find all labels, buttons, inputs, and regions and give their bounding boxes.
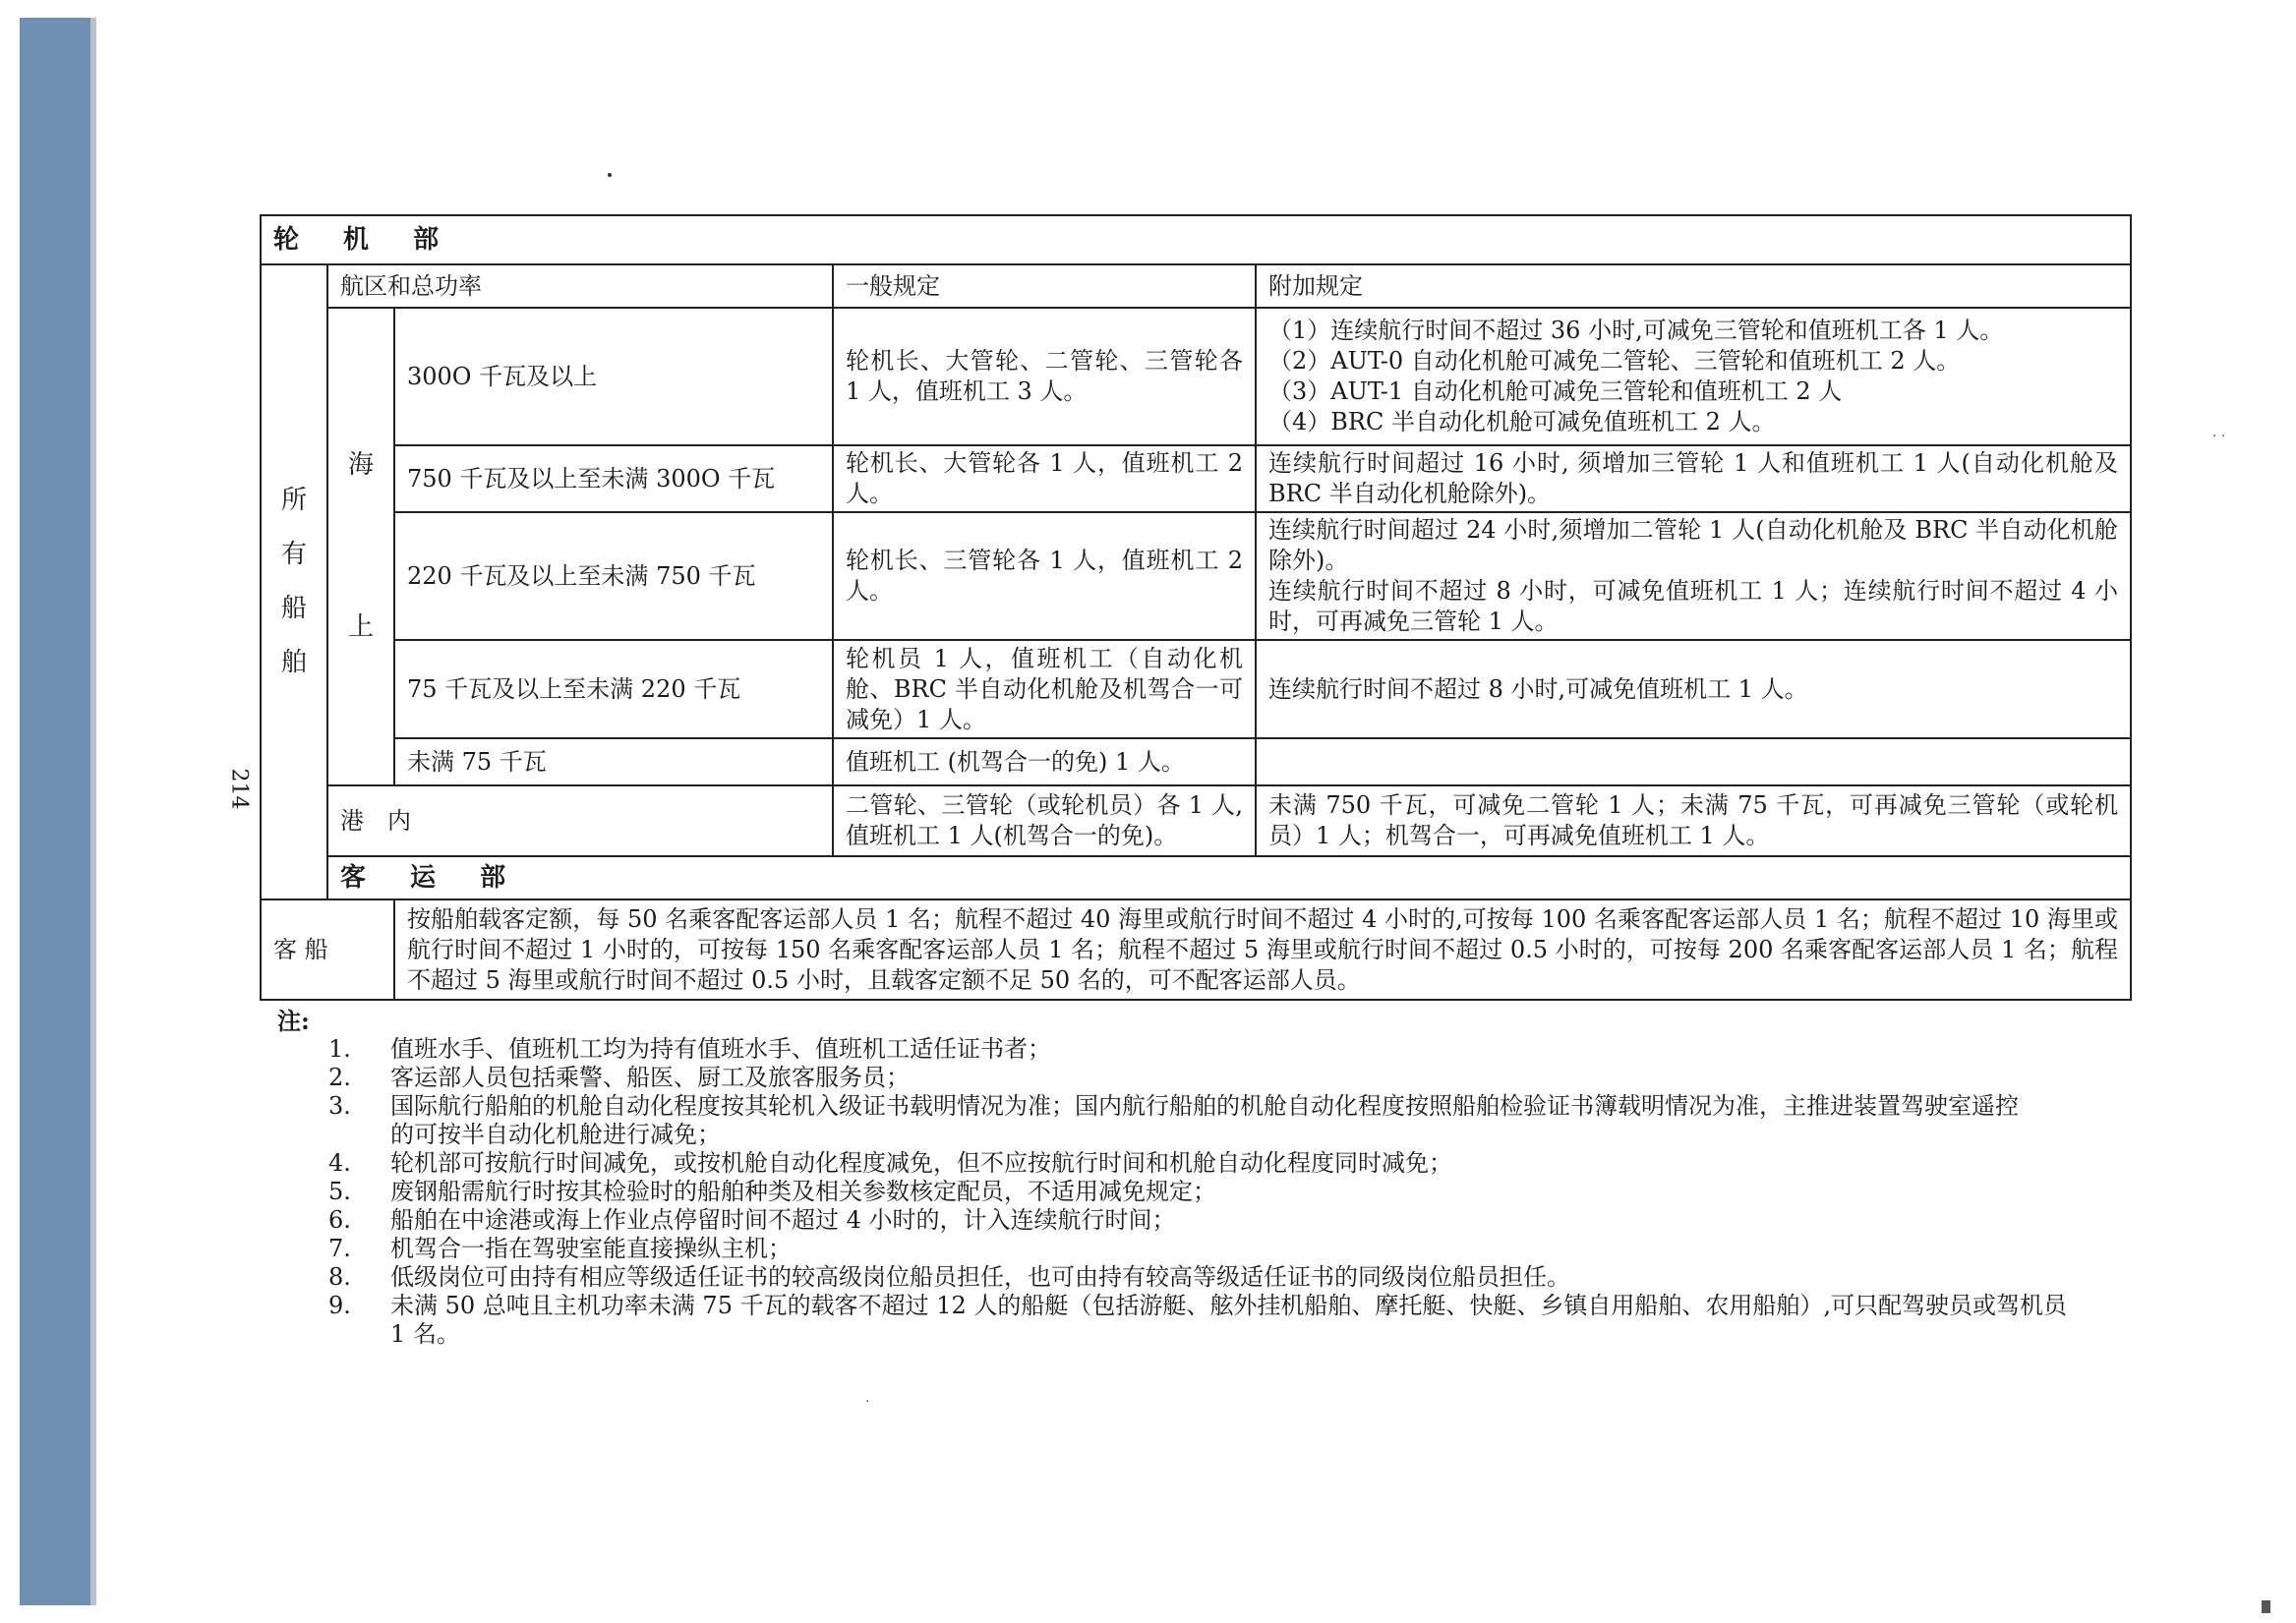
scan-binding-edge xyxy=(90,18,96,1605)
notes xyxy=(277,1007,2126,1349)
table-row xyxy=(261,640,2131,738)
general-cell: 轮机长、大管轮各 1 人，值班机工 2 人。 xyxy=(833,445,1256,512)
table-row xyxy=(261,738,2131,785)
watermark-tag xyxy=(2262,1600,2270,1613)
page-number: 214 xyxy=(226,768,252,810)
note-item xyxy=(277,1263,2126,1292)
additional-line: （1）连续航行时间不超过 36 小时,可减免三管轮和值班机工各 1 人。 xyxy=(1268,317,2004,344)
general-cell: 值班机工 (机驾合一的免) 1 人。 xyxy=(833,738,1256,785)
header-area-power: 航区和总功率 xyxy=(327,264,833,308)
note-number: 3. xyxy=(328,1092,351,1120)
additional-line: （3）AUT-1 自动化机舱可减免三管轮和值班机工 2 人 xyxy=(1268,377,1843,405)
note-text: 轮机部可按航行时间减免，或按机舱自动化程度减免，但不应按航行时间和机舱自动化程度同时减免； xyxy=(390,1149,1452,1177)
additional-cell xyxy=(1256,512,2131,640)
all-ships-label: 所 有 船 舶 xyxy=(261,264,327,899)
table-row xyxy=(261,899,2131,1000)
engine-section-title: 轮 机 部 xyxy=(261,215,2131,264)
power-cell: 300O 千瓦及以上 xyxy=(394,308,833,445)
power-cell: 750 千瓦及以上至未满 300O 千瓦 xyxy=(394,445,833,512)
general-cell: 轮机长、三管轮各 1 人，值班机工 2 人。 xyxy=(833,512,1256,640)
note-item xyxy=(277,1149,2126,1178)
table-row xyxy=(261,308,2131,445)
additional-line: （4）BRC 半自动化机舱可减免值班机工 2 人。 xyxy=(1268,408,1776,435)
note-text: 国际航行船舶的机舱自动化程度按其轮机入级证书载明情况为准；国内航行船舶的机舱自动化程度按照船舶检验证书簿载明情况为准，主推进装置驾驶室遥控的可按半自动化机舱进行减免； xyxy=(390,1092,2019,1148)
general-cell: 轮机长、大管轮、二管轮、三管轮各 1 人，值班机工 3 人。 xyxy=(833,308,1256,445)
note-item xyxy=(277,1235,2126,1263)
sea-label: 海 上 xyxy=(327,308,394,785)
note-item xyxy=(277,1035,2126,1064)
note-item xyxy=(277,1092,2126,1149)
note-number: 5. xyxy=(328,1178,351,1205)
scan-margin xyxy=(0,0,20,1623)
power-cell: 220 千瓦及以上至未满 750 千瓦 xyxy=(394,512,833,640)
header-additional: 附加规定 xyxy=(1256,264,2131,308)
scan-speck xyxy=(608,173,612,177)
additional-line: 连续航行时间超过 24 小时,须增加二管轮 1 人(自动化机舱及 BRC 半自动化机舱除外)。 xyxy=(1268,516,2118,574)
general-cell: 二管轮、三管轮（或轮机员）各 1 人,值班机工 1 人(机驾合一的免)。 xyxy=(833,785,1256,856)
note-item xyxy=(277,1178,2126,1206)
general-cell: 轮机员 1 人，值班机工（自动化机舱、BRC 半自动化机舱及机驾合一可减免）1 人。 xyxy=(833,640,1256,738)
power-cell: 75 千瓦及以上至未满 220 千瓦 xyxy=(394,640,833,738)
additional-cell: 未满 750 千瓦，可减免二管轮 1 人；未满 75 千瓦，可再减免三管轮（或轮机员）1 人；机驾合一，可再减免值班机工 1 人。 xyxy=(1256,785,2131,856)
additional-cell: 连续航行时间超过 16 小时, 须增加三管轮 1 人和值班机工 1 人(自动化机舱及 BRC 半自动化机舱除外)。 xyxy=(1256,445,2131,512)
note-text: 船舶在中途港或海上作业点停留时间不超过 4 小时的，计入连续航行时间； xyxy=(390,1206,1176,1234)
additional-line: 连续航行时间不超过 8 小时，可减免值班机工 1 人；连续航行时间不超过 4 小时，可再减免三管轮 1 人。 xyxy=(1268,577,2118,635)
manning-table xyxy=(260,214,2132,1001)
passenger-rule: 按船舶载客定额，每 50 名乘客配客运部人员 1 名；航程不超过 40 海里或航行时间不超过 4 小时的,可按每 100 名乘客配客运部人员 1 名；航程不超过 10 海里或航行时间不超过 1 小时的，可按每 150 名乘客配客运部人员 1 名；航程不超过 5 海里或航行时间不超过 0.5 小时的，可按每 200 名乘客配客运部人员 1 名；航程不超过 5 海里或航行时间不超过 0.5 小时，且载客定额不足 50 名的，可不配客运部人员。 xyxy=(394,899,2131,1000)
note-text: 客运部人员包括乘警、船医、厨工及旅客服务员； xyxy=(390,1064,910,1091)
note-number: 4. xyxy=(328,1149,351,1177)
additional-line: （2）AUT-0 自动化机舱可减免二管轮、三管轮和值班机工 2 人。 xyxy=(1268,347,1961,375)
additional-cell xyxy=(1256,308,2131,445)
note-item xyxy=(277,1292,2126,1349)
note-text: 值班水手、值班机工均为持有值班水手、值班机工适任证书者； xyxy=(390,1035,1051,1063)
scan-speck: · xyxy=(865,1394,870,1410)
passenger-ship-label: 客 船 xyxy=(261,899,394,1000)
table-row xyxy=(261,785,2131,856)
table-row xyxy=(261,512,2131,640)
note-number: 2. xyxy=(328,1064,351,1091)
scan-speck: · · xyxy=(2212,429,2226,444)
note-item xyxy=(277,1064,2126,1092)
note-text: 未满 50 总吨且主机功率未满 75 千瓦的载客不超过 12 人的船艇（包括游艇、舷外挂机船舶、摩托艇、快艇、乡镇自用船舶、农用船舶）,可只配驾驶员或驾机员 1 名。 xyxy=(390,1292,2068,1348)
note-text: 低级岗位可由持有相应等级适任证书的较高级岗位船员担任，也可由持有较高等级适任证书的同级岗位船员担任。 xyxy=(390,1263,1570,1291)
note-item xyxy=(277,1206,2126,1235)
harbor-label: 港 内 xyxy=(327,785,833,856)
note-number: 1. xyxy=(328,1035,351,1063)
note-text: 废钢船需航行时按其检验时的船舶种类及相关参数核定配员，不适用减免规定； xyxy=(390,1178,1216,1205)
note-number: 8. xyxy=(328,1263,351,1291)
header-general: 一般规定 xyxy=(833,264,1256,308)
additional-cell xyxy=(1256,738,2131,785)
note-text: 机驾合一指在驾驶室能直接操纵主机； xyxy=(390,1235,792,1262)
note-number: 6. xyxy=(328,1206,351,1234)
power-cell: 未满 75 千瓦 xyxy=(394,738,833,785)
passenger-section-title: 客 运 部 xyxy=(327,856,2131,899)
note-number: 9. xyxy=(328,1292,351,1319)
notes-title: 注: xyxy=(277,1007,310,1035)
table-row xyxy=(261,445,2131,512)
additional-cell: 连续航行时间不超过 8 小时,可减免值班机工 1 人。 xyxy=(1256,640,2131,738)
scan-binding-band xyxy=(20,18,90,1605)
note-number: 7. xyxy=(328,1235,351,1262)
